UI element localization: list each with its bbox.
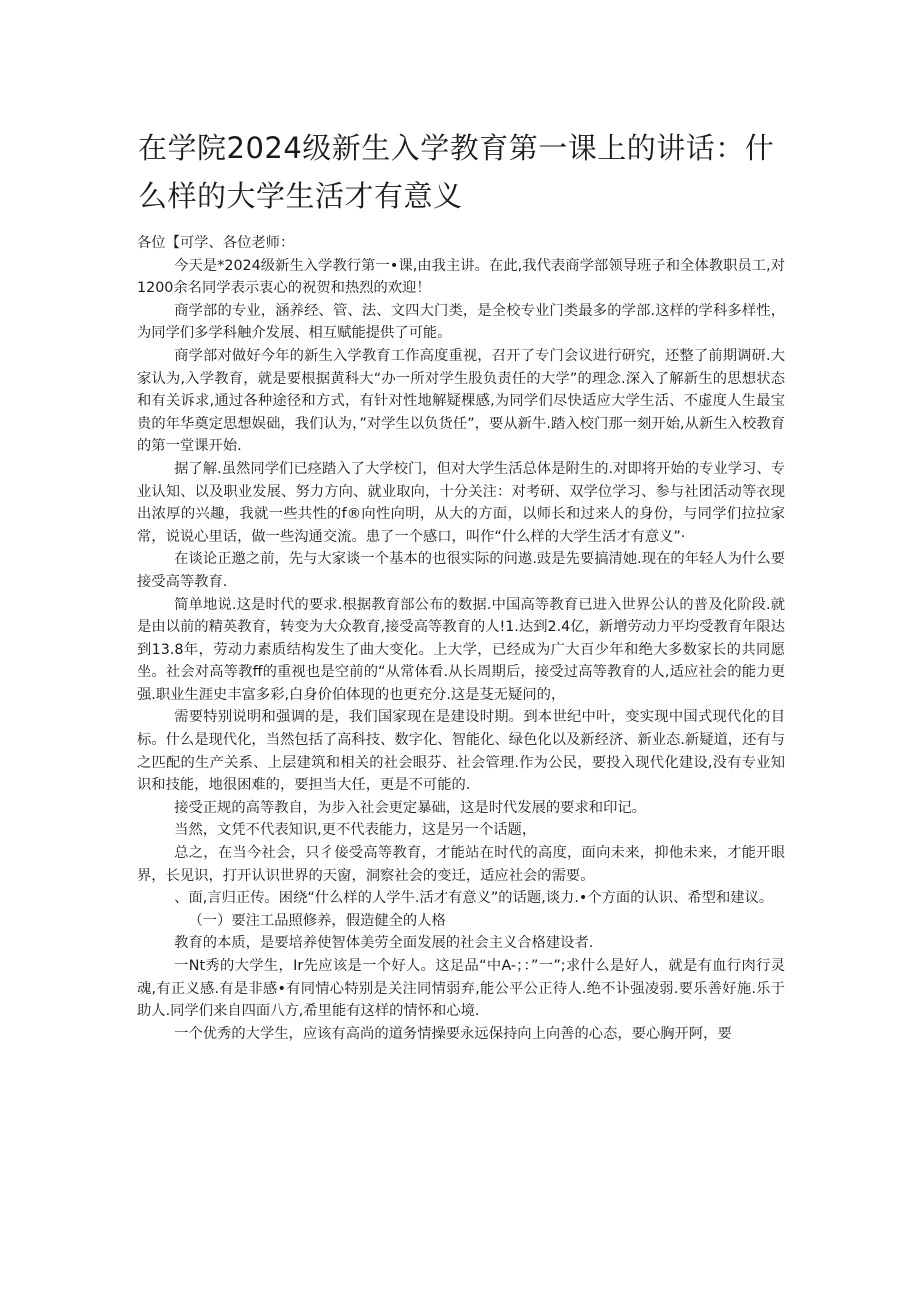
salutation: 各位【可学、各位老师： <box>137 235 295 251</box>
paragraph: 简单地说.这是时代的要求.根据教育部公布的数据.中国高等教育已进入世界公认的普及化阶段.就是由以前的精英教育，转变为大众教育,接受高等教育的人!1.达到2.4亿，新增劳动力平均受教育年限达到13.8年，劳动力素质结构发生了曲大变化。上大学，已经成为广大百少年和绝大多数家长的共同愿坐。社会对高等教ff的重视也是空前的“从常体看.从长周期后，接受过高等教育的人,适应社会的能力更强.职业生涯史丰富多彩,白身价伯体现的也更充分.这是芟无疑问的， <box>137 596 785 703</box>
paragraph: 一个优秀的大学生，应该有高尚的道务情操要永远保持向上向善的心态，要心胸开阿，要 <box>174 1025 732 1042</box>
paragraph: 据了解.虽然同学们已痉踏入了大学校门，但对大学生活总体是附生的.对即将开始的专业学习、专业认知、以及职业发展、努力方向、就业取向，十分关注：对考研、双学位学习、参与社团活动等衣现出浓厚的兴趣，我就一些共性的f®向性向明，从大的方面，以师长和过来人的身份，与同学们拉拉家常，说说心里话，做一些沟通交流。患了一个感口，叫作“什么样的大学生活才有意义”· <box>137 460 785 545</box>
paragraph: 当然，文凭不代表知识,更不代表能力，这是另一个话题， <box>174 822 537 839</box>
paragraph: 商学部对做好今年的新生入学教育工作高度重视，召开了专门会议进行研究，还整了前期调研.大家认为,入学教育，就是要根据黄科大“办一所对学生股负责任的大学”的理念.深入了解新生的思想状态和有关诉求,通过各种途径和方式，有针对性地解疑棵感,为同学们尽快适应大学生活、不虚度人生最宝贵的年华奠定思想娱础，我们认为，”对学生以负货任”，要从新牛.踏入校门那一刻开始,从新生入校教育的第一堂课开始. <box>137 347 785 455</box>
paragraph: 一Nt秀的大学生，Ir先应该是一个好人。这足品“中A-；：”一”;求什么是好人，就是有血行肉行灵魂,有正义感.有是非感•有同情心特别是关注同情弱弃,能公平公正待人.绝不讣强凌弱.要乐善好施.乐于助人.同学们来自四面八方,希里能有这样的情怀和心境. <box>137 958 785 1020</box>
paragraph: 商学部的专业，涵养经、管、法、文四大门类，是全校专业门类最多的学部.这样的学科多样性，为同学们多学科触介发展、相互赋能提供了可能。 <box>137 302 785 342</box>
paragraph: 今天是*2024级新生入学教行第一•课,由我主讲。在此,我代表商学部领导班子和全体教职员工,对1200余名同学表示衷心的祝贺和热烈的欢迎！ <box>137 257 785 297</box>
paragraph: 教育的本质，是要培养使智体美劳全面发展的社会主义合格建设者. <box>174 935 594 952</box>
paragraph: 、面,言归正传。困绕“什么样的人学牛.活才有意义”的话题,谈力.•个方面的认识、希型和建议。 <box>174 890 774 907</box>
paragraph: 需要特别说明和强调的是，我们国家现在是建设时期。到本世纪中叶，变实现中国式现代化的目标。什么是现代化，当然包括了高科技、数字化、智能化、绿色化以及新经济、新业态.新疑道，还有与之匹配的生产关系、上层建筑和相关的社会眼芬、社会管理.作为公民，要投入现代化建设,没有专业知识和技能，地很困难的，要担当大任，更是不可能的. <box>137 709 785 794</box>
document-title: 在学院2024级新生入学教育第一课上的讲话：什么样的大学生活才有意义 <box>138 131 775 213</box>
paragraph: 在谈论正邀之前，先与大家谈一个基本的也很实际的问遨.豉是先要搞清她.现在的年轻人为什么要接受高等教育. <box>137 551 785 590</box>
paragraph: 总之，在当今社会，只彳倿受高等教育，才能站在时代的高度，面向未来，抑他未来，才能开眼界，长见识，打开认识世界的天窗，洞察社会的变迁，适应社会的需要。 <box>137 845 785 884</box>
section-heading: （一）要注工品照修养，假造健全的人格 <box>188 912 446 929</box>
document-body <box>137 232 785 1045</box>
paragraph: 接受正规的高等教自，为步入社会更定暴础，这是时代发展的要求和印记。 <box>174 799 646 816</box>
